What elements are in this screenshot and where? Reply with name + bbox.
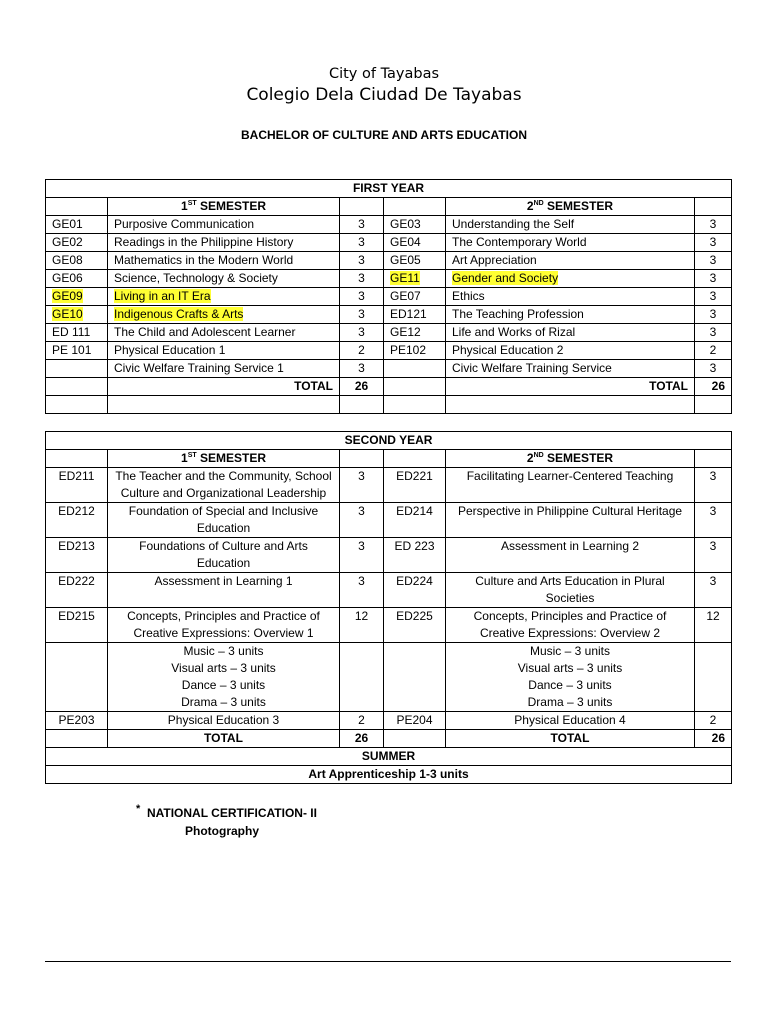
course-title: Culture and Arts Education in Plural Societies [446, 573, 695, 608]
course-row [46, 342, 732, 360]
course-code: PE 101 [46, 342, 108, 360]
course-code: GE02 [46, 234, 108, 252]
course-units: 3 [340, 538, 384, 573]
highlighted-text: Gender and Society [452, 271, 559, 285]
course-units: 3 [695, 503, 732, 538]
course-title: Assessment in Learning 2 [446, 538, 695, 573]
city-name: City of Tayabas [328, 66, 440, 82]
course-code: ED 223 [384, 538, 446, 573]
course-code: GE05 [384, 252, 446, 270]
course-units: 2 [340, 342, 384, 360]
course-code: ED212 [46, 503, 108, 538]
course-units: 3 [340, 252, 384, 270]
highlighted-text: Indigenous Crafts & Arts [114, 307, 244, 321]
course-row [46, 234, 732, 252]
course-row [46, 324, 732, 342]
course-units: 2 [695, 712, 732, 730]
course-units: 3 [340, 468, 384, 503]
course-code: ED214 [384, 503, 446, 538]
first-year-table [45, 179, 732, 414]
course-code [46, 360, 108, 378]
course-row [46, 538, 732, 573]
course-title: Physical Education 2 [446, 342, 695, 360]
apprenticeship-row: Art Apprenticeship 1-3 units [46, 766, 732, 784]
course-units: 3 [340, 360, 384, 378]
course-code: ED224 [384, 573, 446, 608]
course-code: PE204 [384, 712, 446, 730]
course-units: 3 [695, 288, 732, 306]
course-units: 12 [340, 608, 384, 643]
course-code: ED213 [46, 538, 108, 573]
course-code [46, 288, 108, 306]
course-title: Foundations of Culture and Arts Education [108, 538, 340, 573]
highlighted-text: GE11 [390, 271, 420, 285]
course-code: PE102 [384, 342, 446, 360]
course-code: ED211 [46, 468, 108, 503]
course-units: 3 [340, 503, 384, 538]
first-semester-header: 1ST SEMESTER [108, 198, 340, 216]
total-units-sem1: 26 [340, 730, 384, 748]
course-title: Ethics [446, 288, 695, 306]
course-title: Civic Welfare Training Service 1 [108, 360, 340, 378]
course-code: GE07 [384, 288, 446, 306]
second-year-rows [46, 468, 732, 643]
summer-header: SUMMER [46, 748, 732, 766]
course-row [46, 608, 732, 643]
second-semester-header: 2ND SEMESTER [446, 450, 695, 468]
course-units: 3 [695, 538, 732, 573]
course-title: Science, Technology & Society [108, 270, 340, 288]
course-row [46, 468, 732, 503]
units-breakdown-sem1: Music – 3 units Visual arts – 3 units Dance – 3 units Drama – 3 units [108, 643, 340, 712]
units-breakdown-sem2: Music – 3 units Visual arts – 3 units Dance – 3 units Drama – 3 units [446, 643, 695, 712]
course-title: Perspective in Philippine Cultural Heritage [446, 503, 695, 538]
college-name: Colegio Dela Ciudad De Tayabas [246, 85, 522, 105]
course-row [46, 288, 732, 306]
course-code: ED121 [384, 306, 446, 324]
course-units: 3 [695, 468, 732, 503]
course-units: 3 [695, 324, 732, 342]
course-title: Facilitating Learner-Centered Teaching [446, 468, 695, 503]
course-units: 2 [340, 712, 384, 730]
course-code: GE04 [384, 234, 446, 252]
course-title: The Teaching Profession [446, 306, 695, 324]
certification-photography: Photography [185, 824, 259, 838]
certification-line: * NATIONAL CERTIFICATION- II [136, 803, 317, 820]
course-units: 12 [695, 608, 732, 643]
first-semester-header: 1ST SEMESTER [108, 450, 340, 468]
total-label: TOTAL [108, 730, 340, 748]
second-year-title: SECOND YEAR [46, 432, 732, 450]
course-code [384, 270, 446, 288]
highlighted-text: GE10 [52, 307, 83, 321]
course-title [446, 270, 695, 288]
course-code: GE01 [46, 216, 108, 234]
course-code [384, 360, 446, 378]
total-units-sem2: 26 [695, 730, 732, 748]
course-units: 3 [695, 216, 732, 234]
course-title: The Child and Adolescent Learner [108, 324, 340, 342]
course-row [46, 252, 732, 270]
second-year-table [45, 431, 732, 784]
first-year-title: FIRST YEAR [46, 180, 732, 198]
course-title [108, 306, 340, 324]
bullet-asterisk: * [136, 803, 141, 815]
course-units: 3 [340, 270, 384, 288]
total-label: TOTAL [446, 730, 695, 748]
course-units: 3 [340, 573, 384, 608]
course-code: GE12 [384, 324, 446, 342]
footer-divider [45, 961, 731, 962]
total-label: TOTAL [446, 378, 695, 396]
course-units: 3 [695, 306, 732, 324]
course-units: 3 [340, 234, 384, 252]
second-semester-header: 2ND SEMESTER [446, 198, 695, 216]
course-units: 3 [695, 252, 732, 270]
course-row [46, 360, 732, 378]
course-row [46, 503, 732, 538]
course-row [46, 216, 732, 234]
course-units: 3 [695, 573, 732, 608]
course-row [46, 306, 732, 324]
course-code: GE06 [46, 270, 108, 288]
total-units-sem1: 26 [340, 378, 384, 396]
highlighted-text: Living in an IT Era [114, 289, 211, 303]
course-units: 3 [340, 306, 384, 324]
course-code: GE03 [384, 216, 446, 234]
course-title: The Teacher and the Community, School Culture and Organizational Leadership [108, 468, 340, 503]
course-units: 3 [695, 360, 732, 378]
program-title: BACHELOR OF CULTURE AND ARTS EDUCATION [241, 128, 527, 142]
course-code: ED215 [46, 608, 108, 643]
course-units: 3 [340, 216, 384, 234]
course-code: PE203 [46, 712, 108, 730]
course-title: Mathematics in the Modern World [108, 252, 340, 270]
course-title: Assessment in Learning 1 [108, 573, 340, 608]
course-title: Readings in the Philippine History [108, 234, 340, 252]
course-units: 3 [340, 324, 384, 342]
course-title: Physical Education 4 [446, 712, 695, 730]
course-units: 3 [695, 270, 732, 288]
first-year-rows [46, 216, 732, 378]
course-title: Physical Education 3 [108, 712, 340, 730]
course-units: 3 [695, 234, 732, 252]
course-title: Purposive Communication [108, 216, 340, 234]
course-code [46, 306, 108, 324]
course-title: Life and Works of Rizal [446, 324, 695, 342]
course-title: Concepts, Principles and Practice of Creative Expressions: Overview 2 [446, 608, 695, 643]
course-title: Art Appreciation [446, 252, 695, 270]
course-code: ED221 [384, 468, 446, 503]
course-title: Civic Welfare Training Service [446, 360, 695, 378]
course-code: ED225 [384, 608, 446, 643]
course-title: Foundation of Special and Inclusive Education [108, 503, 340, 538]
total-units-sem2: 26 [695, 378, 732, 396]
course-row [46, 573, 732, 608]
course-title: Physical Education 1 [108, 342, 340, 360]
total-label: TOTAL [108, 378, 340, 396]
course-title: The Contemporary World [446, 234, 695, 252]
course-code: GE08 [46, 252, 108, 270]
course-title: Concepts, Principles and Practice of Creative Expressions: Overview 1 [108, 608, 340, 643]
course-units: 2 [695, 342, 732, 360]
course-code: ED222 [46, 573, 108, 608]
course-title: Understanding the Self [446, 216, 695, 234]
course-units: 3 [340, 288, 384, 306]
highlighted-text: GE09 [52, 289, 83, 303]
course-code: ED 111 [46, 324, 108, 342]
course-row [46, 270, 732, 288]
course-title [108, 288, 340, 306]
